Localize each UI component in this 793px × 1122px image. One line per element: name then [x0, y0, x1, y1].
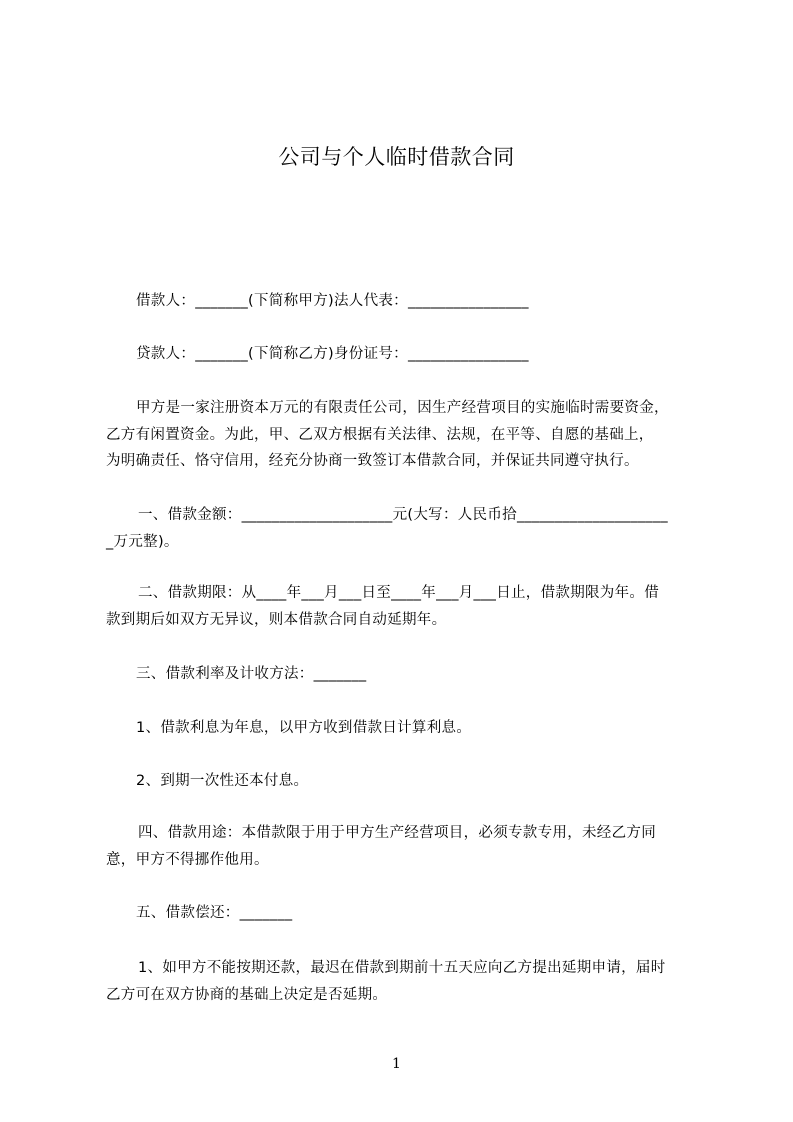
document-title: 公司与个人临时借款合同 — [278, 145, 515, 169]
clause-5-item-1-line-2: 乙方可在双方协商的基础上决定是否延期。 — [106, 987, 388, 1003]
lender-line: 贷款人：_______(下简称乙方)身份证号：________________ — [136, 346, 529, 362]
clause-5-line: 五、借款偿还：_______ — [136, 905, 293, 921]
clause-3-item-1: 1、借款利息为年息，以甲方收到借款日计算利息。 — [136, 720, 472, 736]
clause-4-line-2: 意，甲方不得挪作他用。 — [106, 852, 269, 868]
clause-3-line: 三、借款利率及计收方法：_______ — [136, 666, 367, 682]
borrower-line: 借款人：_______(下简称甲方)法人代表：________________ — [136, 293, 529, 309]
clause-1-line-1: 一、借款金额：____________________元(大写：人民币拾____________________ — [138, 507, 668, 523]
preamble-line-2: 乙方有闲置资金。为此，甲、乙双方根据有关法律、法规，在平等、自愿的基础上， — [106, 427, 654, 443]
clause-2-line-2: 款到期后如双方无异议，则本借款合同自动延期年。 — [106, 612, 447, 628]
preamble-line-3: 为明确责任、恪守信用，经充分协商一致签订本借款合同，并保证共同遵守执行。 — [106, 453, 639, 469]
clause-4-line-1: 四、借款用途：本借款限于用于甲方生产经营项目，必须专款专用，未经乙方同 — [138, 825, 656, 841]
clause-5-item-1-line-1: 1、如甲方不能按期还款，最迟在借款到期前十五天应向乙方提出延期申请，届时 — [138, 960, 666, 976]
clause-2-line-1: 二、借款期限：从____年___月___日至____年___月___日止，借款期限为年。借 — [138, 585, 659, 601]
preamble-line-1: 甲方是一家注册资本万元的有限责任公司，因生产经营项目的实施临时需要资金， — [136, 400, 669, 416]
clause-3-item-2: 2、到期一次性还本付息。 — [136, 773, 309, 789]
clause-1-line-2: _万元整)。 — [106, 534, 179, 550]
page-number: 1 — [392, 1056, 401, 1072]
